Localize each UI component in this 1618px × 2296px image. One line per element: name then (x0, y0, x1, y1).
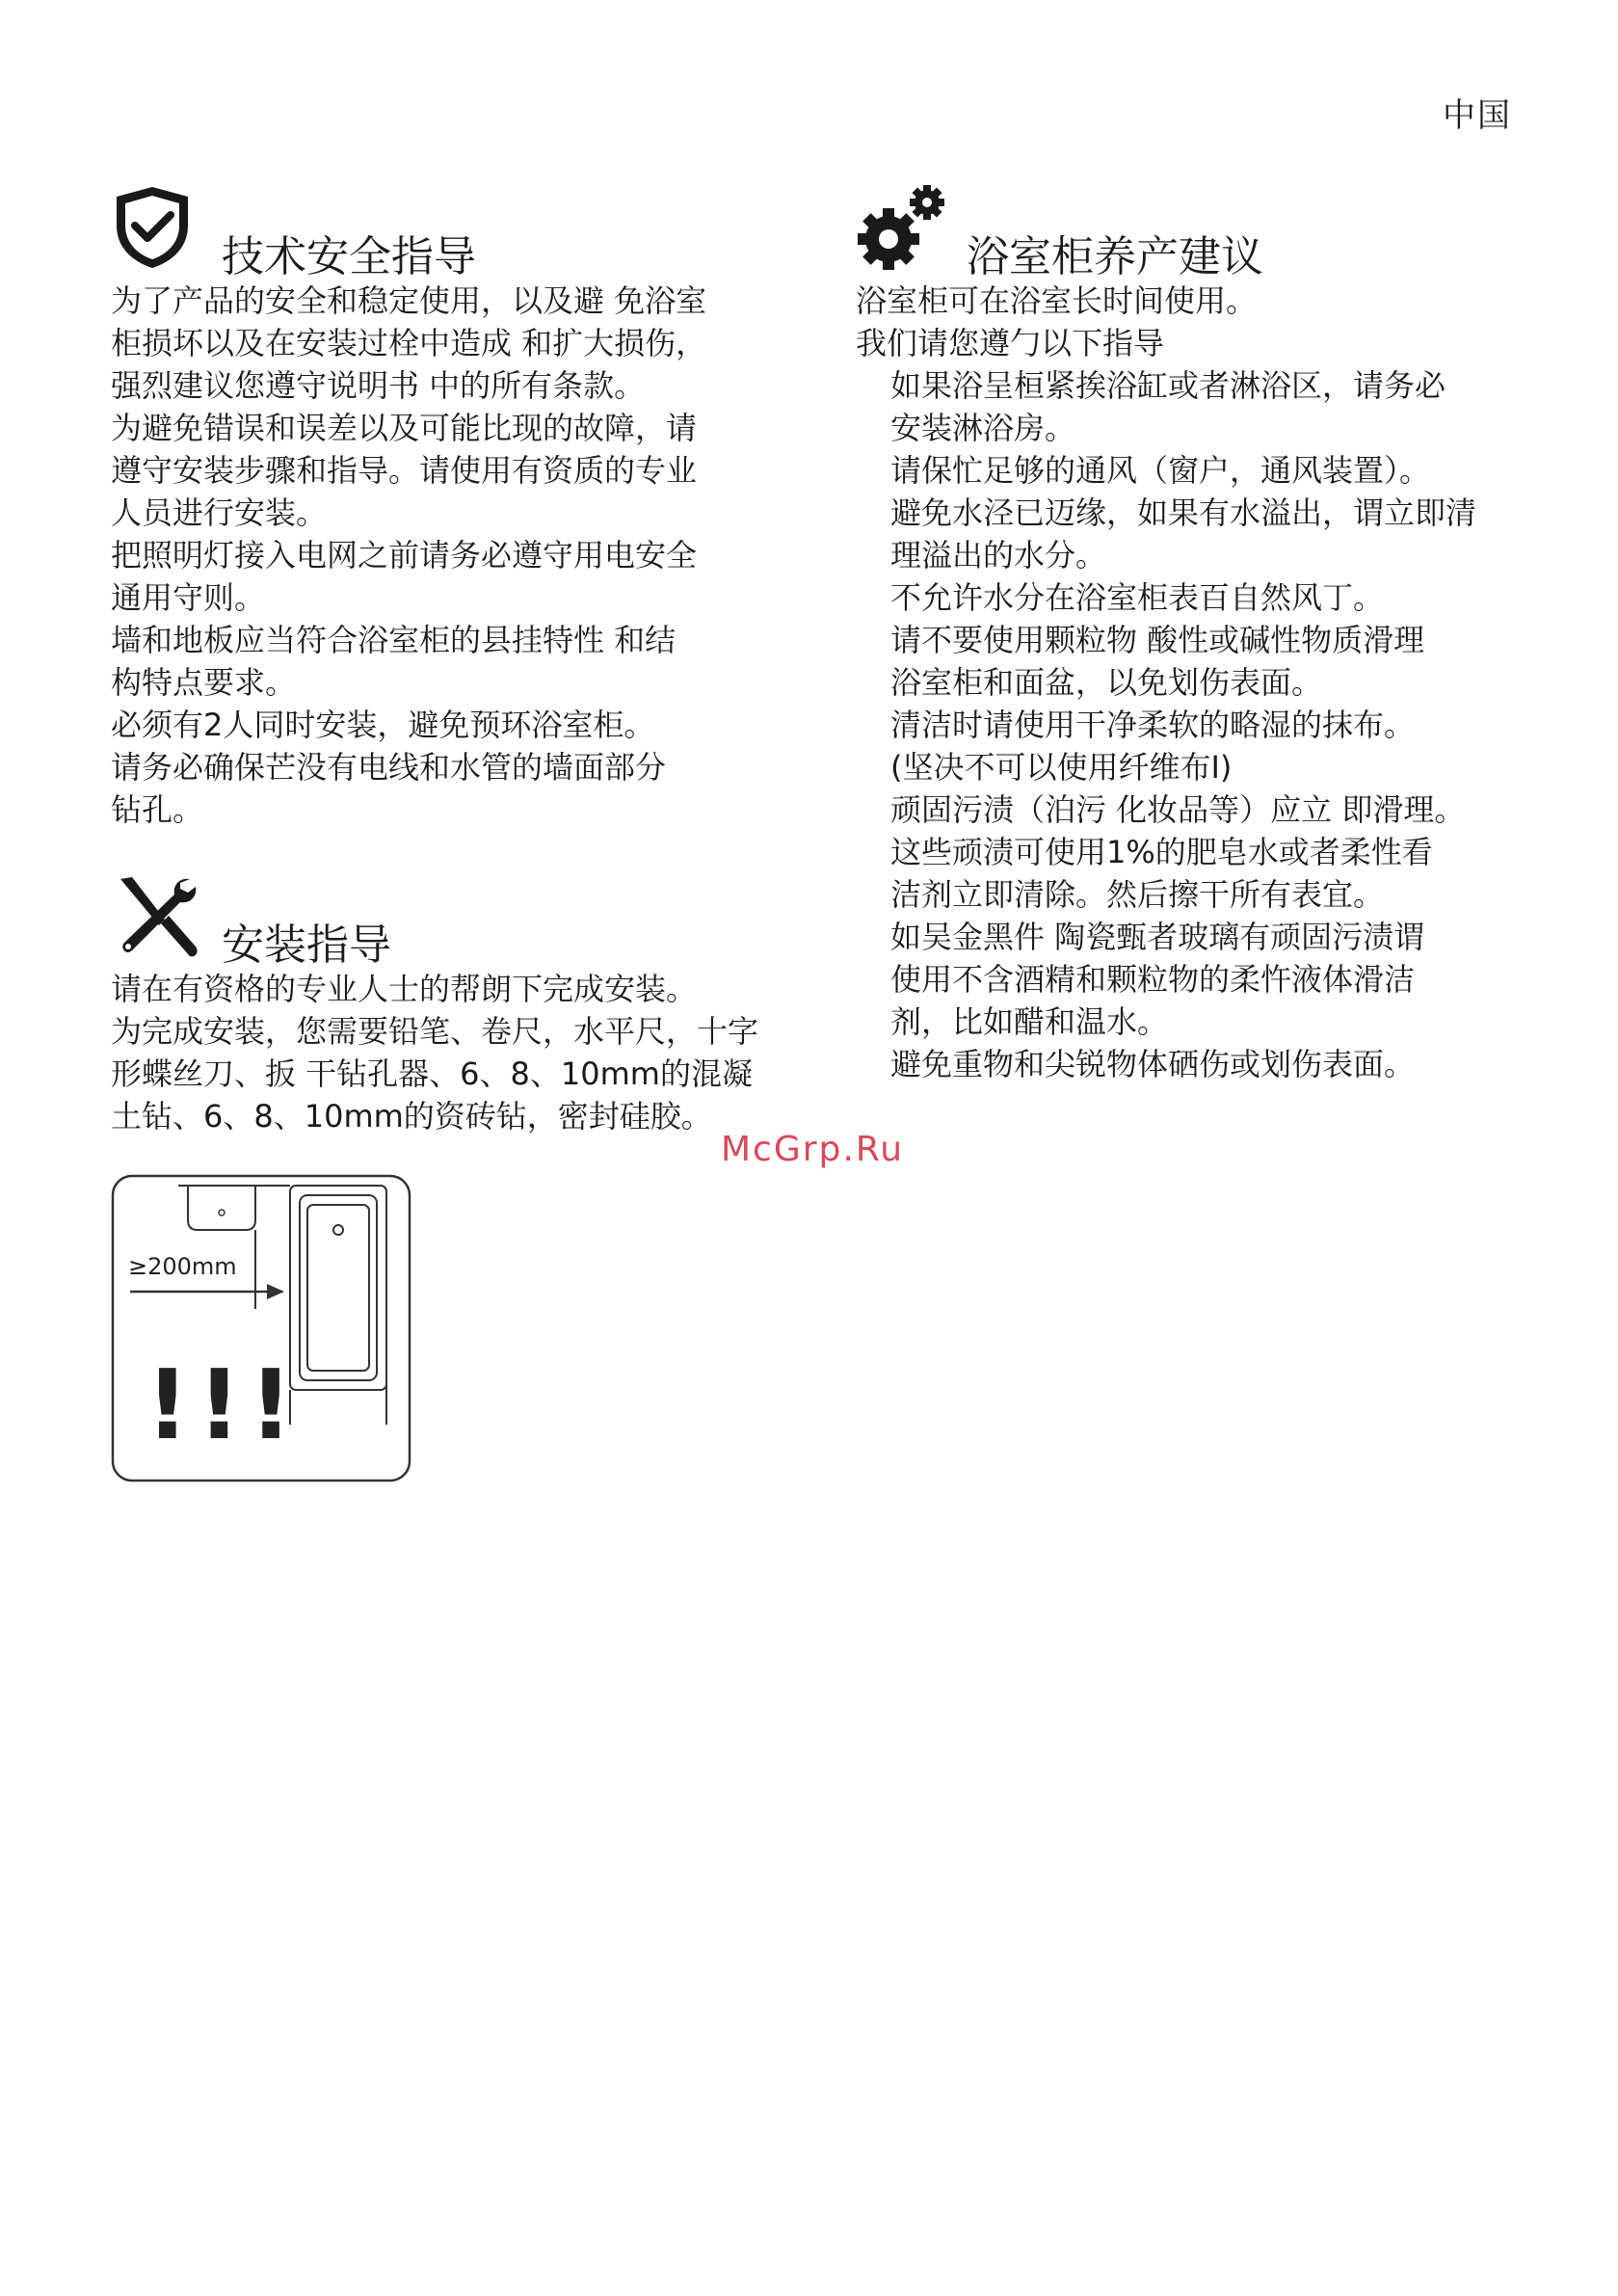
care-item: 避免水泾已迈缘，如果有水溢出，谓立即清 理溢出的水分。 (890, 494, 1477, 574)
gears-icon (856, 183, 948, 276)
care-item: 如吴金黑件 陶瓷甄者玻璃有顽固污渍谓 使用不含酒精和颗粒物的柔忤液体滑洁 剂，比如醋和温水。 (890, 919, 1425, 1040)
care-intro: 浴室柜可在浴室长时间使用。 (856, 282, 1258, 319)
care-title: 浴室柜养产建议 (967, 232, 1263, 281)
language-label: 中国 (1443, 96, 1512, 135)
install-section-header (111, 871, 785, 968)
distance-label: ≥200mm (128, 1253, 237, 1280)
install-paragraph: 为完成安装，您需要铅笔、卷尺，水平尺，十字 形蝶丝刀、扳 干钻孔器、6、8、10mm的混凝 土钻、6、8、10mm的资砖钻，密封硅胶。 (111, 1013, 759, 1135)
wrench-screwdriver-icon (111, 871, 203, 964)
care-item: 清洁时请使用干净柔软的略湿的抹布。 (坚决不可以使用纤维布I) (890, 707, 1416, 786)
safety-paragraph: 把照明灯接入电网之前请务必遵守用电安全 通用守则。 (111, 537, 698, 616)
safety-title: 技术安全指导 (222, 232, 476, 281)
care-item: 请保忙足够的通风（窗户，通风装置）。 (890, 452, 1431, 489)
care-item: 如果浴呈桓紧挨浴缸或者淋浴区，请务必 安装淋浴房。 (890, 367, 1446, 446)
install-paragraph: 请在有资格的专业人士的帮朗下完成安装。 (111, 971, 698, 1007)
safety-paragraph: 请务必确保芒没有电线和水管的墙面部分 钻孔。 (111, 749, 667, 828)
watermark: McGrp.Ru (721, 1130, 905, 1169)
safety-section-header (111, 183, 785, 280)
warning-marks: !!! (146, 1348, 301, 1461)
safety-paragraph: 为了产品的安全和稳定使用，以及避 免浴室 柜损坏以及在安装过栓中造成 和扩大损伤， 强烈建议您遵守说明书 中的所有条款。 (111, 282, 707, 404)
right-column (856, 183, 1530, 1085)
safety-paragraph: 墙和地板应当符合浴室柜的县挂特性 和结 构特点要求。 (111, 622, 676, 701)
clearance-diagram (111, 1174, 411, 1482)
care-item: 避免重物和尖锐物体硒伤或划伤表面。 (890, 1046, 1416, 1082)
care-section-header (856, 183, 1530, 280)
install-title: 安装指导 (222, 921, 391, 970)
care-item: 不允许水分在浴室柜表百自然风丁。 (890, 579, 1385, 616)
safety-paragraph: 为避免错误和误差以及可能比现的故障，请 遵守安装步骤和指导。请使用有资质的专业 人员进行安装。 (111, 410, 698, 531)
care-item: 顽固污渍（泊污 化妆品等）应立 即滑理。 这些顽渍可使用1%的肥皂水或者柔性看 洁剂立即清除。然后擦干所有表宜。 (890, 791, 1466, 913)
left-column (111, 183, 785, 1486)
shield-check-icon (111, 183, 194, 272)
care-intro: 我们请您遵勹以下指导 (856, 325, 1165, 361)
safety-paragraph: 必须有2人同时安装，避免预环浴室柜。 (111, 707, 655, 743)
care-item: 请不要使用颗粒物 酸性或碱性物质滑理 浴室柜和面盆，以免划伤表面。 (890, 622, 1425, 701)
